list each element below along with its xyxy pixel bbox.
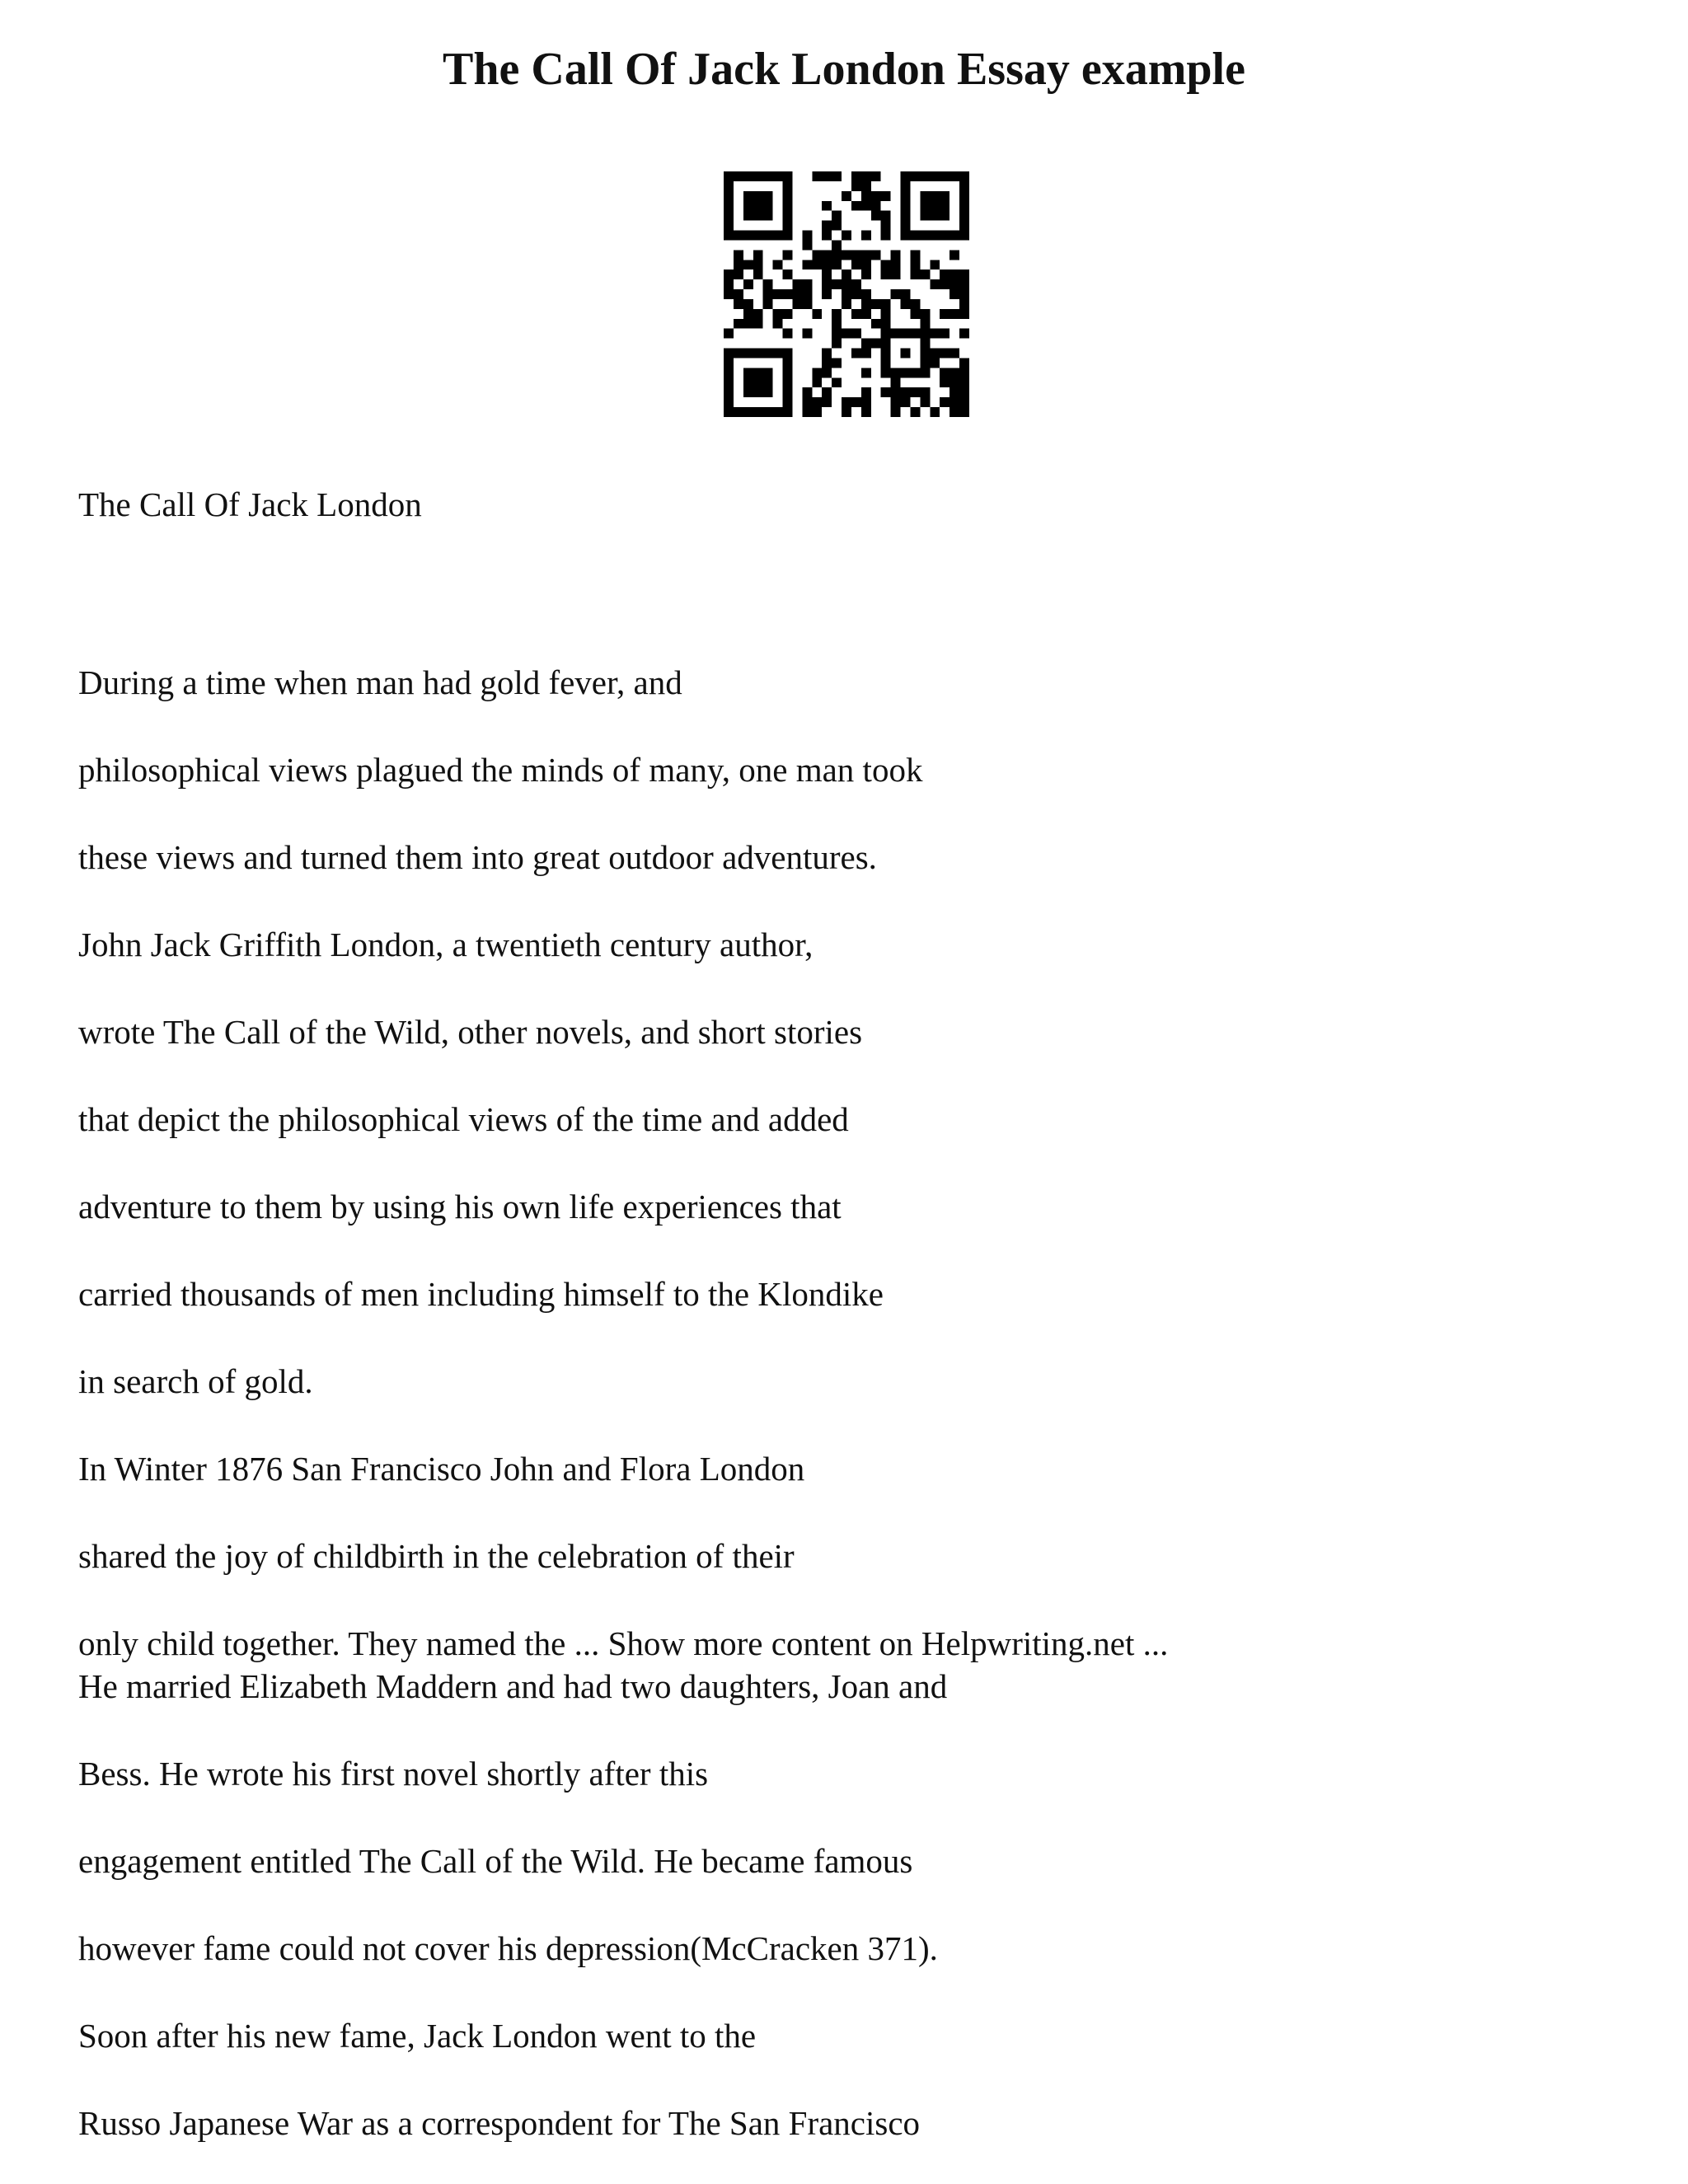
text-line: only child together. They named the ... Show more content on Helpwriting.net ... bbox=[78, 1624, 1169, 1662]
essay-heading: The Call Of Jack London bbox=[78, 485, 422, 523]
text-line: these views and turned them into great outdoor adventures. bbox=[78, 838, 877, 876]
text-line: engagement entitled The Call of the Wild. He became famous bbox=[78, 1842, 913, 1880]
text-line: Soon after his new fame, Jack London went to the bbox=[78, 2017, 757, 2055]
text-line: philosophical views plagued the minds of many, one man took bbox=[78, 751, 923, 789]
text-line: in search of gold. bbox=[78, 1362, 313, 1400]
text-line: shared the joy of childbirth in the celebration of their bbox=[78, 1537, 795, 1575]
text-line: wrote The Call of the Wild, other novels, and short stories bbox=[78, 1013, 863, 1051]
text-line: In Winter 1876 San Francisco John and Flora London bbox=[78, 1450, 805, 1488]
text-line: John Jack Griffith London, a twentieth century author, bbox=[78, 926, 814, 963]
qr-code-icon bbox=[724, 171, 969, 417]
text-line: that depict the philosophical views of the time and added bbox=[78, 1100, 849, 1138]
text-line: Russo Japanese War as a correspondent for The San Francisco bbox=[78, 2104, 921, 2142]
text-line: He married Elizabeth Maddern and had two daughters, Joan and bbox=[78, 1667, 948, 1705]
text-line: adventure to them by using his own life experiences that bbox=[78, 1188, 842, 1226]
text-line: Bess. He wrote his first novel shortly after this bbox=[78, 1755, 709, 1793]
text-line: however fame could not cover his depression(McCracken 371). bbox=[78, 1929, 938, 1967]
text-line: During a time when man had gold fever, and bbox=[78, 663, 682, 701]
page-title: The Call Of Jack London Essay example bbox=[443, 44, 1245, 95]
text-line: carried thousands of men including himself to the Klondike bbox=[78, 1275, 884, 1313]
